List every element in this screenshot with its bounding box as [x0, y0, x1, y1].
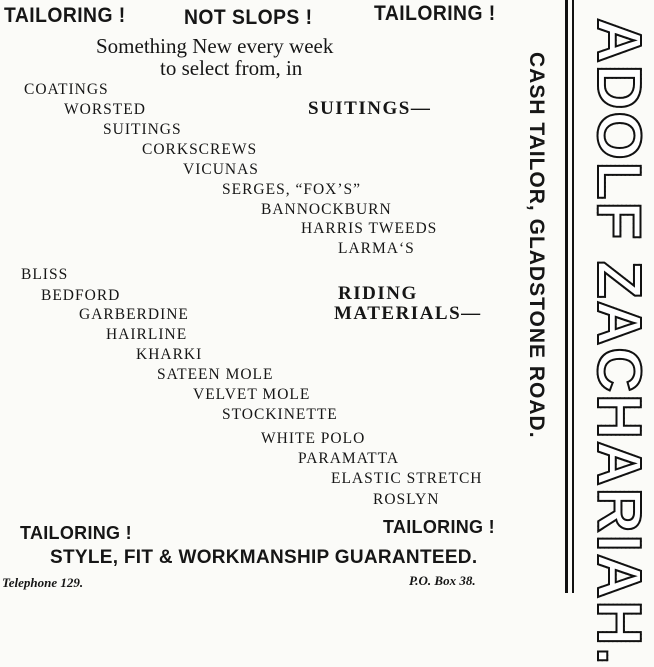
- suiting-item: HARRIS TWEEDS: [301, 220, 438, 237]
- column-rule-thin: [572, 0, 574, 593]
- riding-item: HAIRLINE: [106, 326, 188, 343]
- suiting-item: WORSTED: [64, 101, 146, 118]
- riding-item: BLISS: [21, 266, 69, 283]
- riding-item: SATEEN MOLE: [157, 366, 274, 383]
- subheading-line-1: Something New every week: [96, 34, 334, 58]
- riding-item: BEDFORD: [41, 287, 121, 304]
- column-rule-thick: [565, 0, 568, 593]
- riding-label-line-2: MATERIALS—: [334, 303, 482, 324]
- suiting-item: BANNOCKBURN: [261, 201, 392, 218]
- telephone-number: Telephone 129.: [2, 575, 84, 590]
- header-tailoring-right: TAILORING !: [374, 2, 496, 25]
- suiting-item: SERGES, “FOX’S”: [222, 181, 362, 198]
- suitings-label: SUITINGS—: [308, 98, 432, 119]
- riding-item: ROSLYN: [373, 491, 440, 508]
- riding-item: ELASTIC STRETCH: [331, 470, 483, 487]
- riding-label-line-1: RIDING: [338, 283, 418, 304]
- riding-item: PARAMATTA: [298, 450, 400, 467]
- footer-tailoring-right: TAILORING !: [383, 517, 495, 537]
- riding-item: KHARKI: [136, 346, 203, 363]
- footer-tailoring-left: TAILORING !: [20, 523, 132, 543]
- header-not-slops: NOT SLOPS !: [184, 6, 313, 29]
- suiting-item: CORKSCREWS: [142, 141, 258, 158]
- suiting-item: VICUNAS: [183, 161, 259, 178]
- riding-item: VELVET MOLE: [193, 386, 311, 403]
- riding-item: GARBERDINE: [79, 306, 189, 323]
- suiting-item: COATINGS: [24, 81, 109, 98]
- guarantee-line: STYLE, FIT & WORKMANSHIP GUARANTEED.: [50, 547, 478, 568]
- tailor-address: CASH TAILOR, GLADSTONE ROAD.: [525, 52, 548, 439]
- header-tailoring-left: TAILORING !: [4, 4, 126, 27]
- suiting-item: LARMA‘S: [338, 240, 415, 257]
- tailor-name: ADOLF ZACHARIAH.: [584, 18, 653, 667]
- po-box: P.O. Box 38.: [409, 573, 476, 588]
- riding-item: WHITE POLO: [261, 430, 366, 447]
- riding-item: STOCKINETTE: [222, 406, 338, 423]
- subheading-line-2: to select from, in: [160, 56, 303, 80]
- suiting-item: SUITINGS: [103, 121, 182, 138]
